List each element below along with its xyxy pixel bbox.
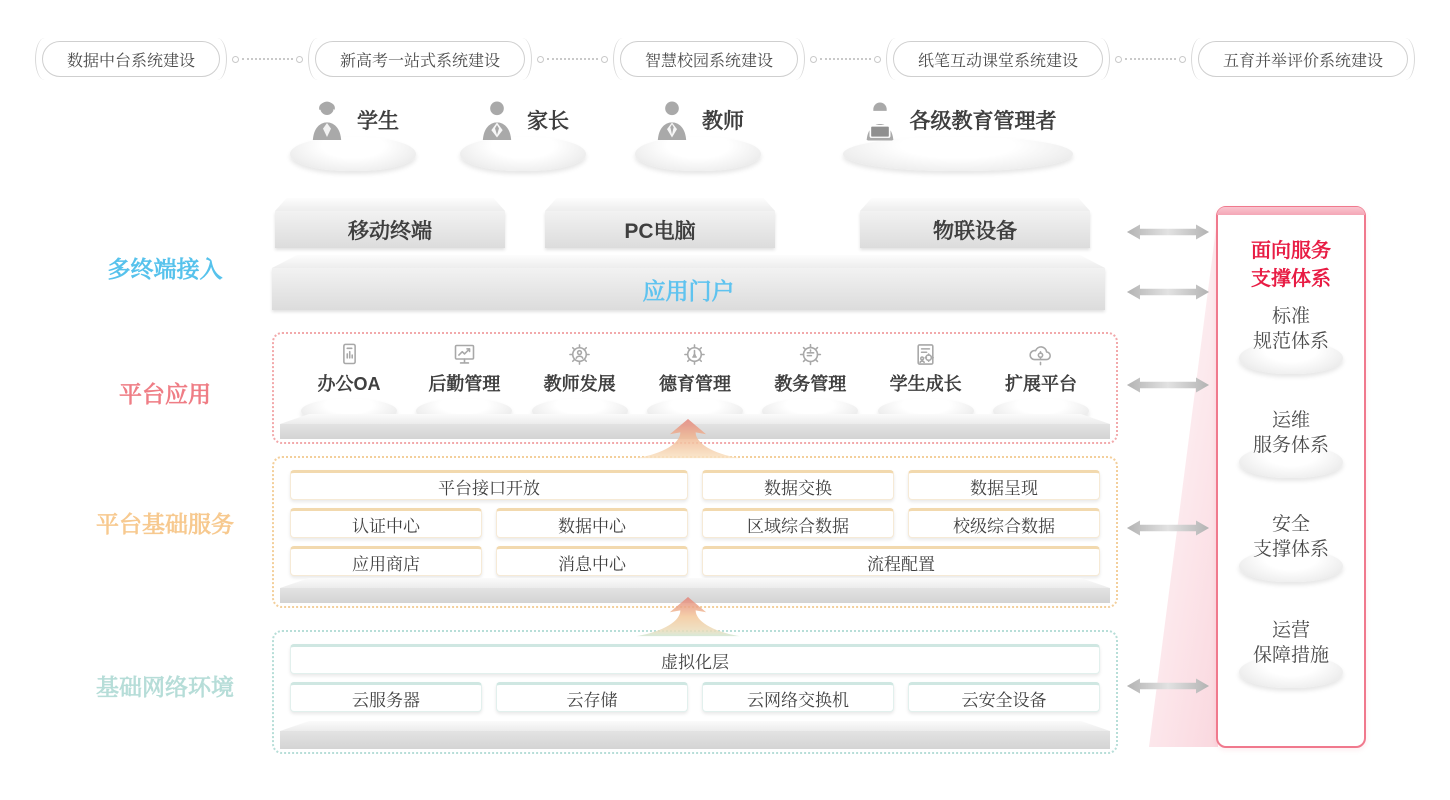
app-item-teacher-development [527, 341, 633, 423]
support-item-line2: 规范体系 [1252, 331, 1329, 353]
connector-dot-icon [810, 56, 817, 63]
user-label: 教师 [702, 110, 744, 133]
app-label: 德育管理 [658, 374, 731, 394]
base-slab-top [280, 721, 1110, 731]
support-item-line1: 运维 [1271, 410, 1310, 431]
app-item-student-growth [873, 341, 979, 423]
app-label: 教师发展 [543, 374, 616, 394]
support-item-security [1218, 512, 1364, 582]
user-group-parent [453, 96, 593, 171]
service-card: 数据呈现 [908, 470, 1100, 500]
project-pill-data-middle-platform [42, 41, 220, 77]
project-pill-paper-pen-classroom [893, 41, 1103, 77]
connector-dot-icon [1179, 56, 1186, 63]
app-item-office-oa [296, 341, 402, 423]
service-card: 应用商店 [290, 546, 482, 576]
support-item-label [1253, 512, 1329, 562]
support-item-line1: 标准 [1271, 306, 1310, 327]
service-card: 认证中心 [290, 508, 482, 538]
user-group-teacher [628, 96, 768, 171]
network-environment-section [272, 630, 1118, 754]
connector-dotted-line [547, 58, 598, 60]
service-card: 平台接口开放 [290, 470, 688, 500]
connector-dotted-line [242, 58, 293, 60]
section-base-slab [280, 721, 1110, 749]
pill-connector [220, 56, 315, 63]
teacher-icon [652, 98, 692, 142]
student-icon [307, 98, 347, 142]
app-item-logistics [411, 341, 517, 423]
support-item-label [1253, 408, 1329, 458]
support-item-line2: 保障措施 [1252, 645, 1329, 667]
base-slab-face [280, 731, 1110, 749]
document-gear-icon [912, 341, 939, 368]
terminal-label: 移动终端 [275, 211, 505, 248]
connector-dot-icon [296, 56, 303, 63]
app-label: 扩展平台 [1004, 374, 1077, 394]
layer-label-platform-services: 平台基础服务 [96, 511, 234, 537]
connector-dot-icon [874, 56, 881, 63]
administrator-icon [860, 98, 900, 142]
network-card: 云安全设备 [908, 682, 1100, 712]
upward-flow-arrow-icon [630, 596, 746, 640]
network-card: 虚拟化层 [290, 644, 1100, 674]
panel-title [1218, 237, 1364, 293]
app-label: 后勤管理 [428, 374, 501, 394]
project-pill-row [42, 40, 1408, 78]
platform-apps-row [296, 341, 1094, 423]
double-arrow-icon [1126, 676, 1210, 696]
support-item-line2: 服务体系 [1252, 435, 1329, 457]
service-card: 数据交换 [702, 470, 894, 500]
services-grid [290, 470, 1100, 576]
user-label: 各级教育管理者 [909, 110, 1057, 133]
network-grid [290, 644, 1100, 712]
layer-label-platform-apps: 平台应用 [119, 381, 211, 407]
project-pill-label: 新高考一站式系统建设 [340, 52, 501, 70]
connector-dot-icon [601, 56, 608, 63]
pill-connector [525, 56, 620, 63]
support-item-line2: 支撑体系 [1252, 539, 1329, 561]
cloud-gear-icon [1027, 341, 1054, 368]
double-arrow-icon [1126, 375, 1210, 395]
support-item-label [1253, 304, 1329, 354]
double-arrow-icon [1126, 518, 1210, 538]
terminal-slab-pc [545, 198, 775, 248]
connector-dot-icon [232, 56, 239, 63]
layer-label-multi-terminal-access: 多终端接入 [107, 256, 223, 282]
upward-flow-arrow-icon [630, 418, 746, 462]
panel-title-line2: 支撑体系 [1251, 268, 1331, 290]
service-support-panel [1216, 206, 1366, 748]
project-pill-five-educations [1198, 41, 1408, 77]
app-item-academic-affairs [757, 341, 863, 423]
service-card: 消息中心 [496, 546, 688, 576]
user-figure [652, 96, 744, 144]
monitor-chart-icon [451, 341, 478, 368]
connector-dotted-line [1125, 58, 1176, 60]
user-figure [860, 96, 1057, 144]
slab-top-face [860, 198, 1090, 211]
application-portal-slab [272, 255, 1105, 310]
service-card: 数据中心 [496, 508, 688, 538]
slab-top-face [275, 198, 505, 211]
project-pill-label: 五育并举评价系统建设 [1223, 52, 1384, 70]
application-portal-label: 应用门户 [272, 268, 1105, 310]
base-slab-top [280, 578, 1110, 588]
app-label: 办公OA [317, 374, 381, 394]
pill-connector [798, 56, 893, 63]
project-pill-label: 智慧校园系统建设 [645, 52, 774, 70]
support-item-operations-maintenance [1218, 408, 1364, 478]
support-item-line1: 运营 [1271, 620, 1310, 641]
project-pill-smart-campus [620, 41, 798, 77]
gear-person-icon [566, 341, 593, 368]
support-item-line1: 安全 [1271, 514, 1310, 535]
terminal-label: 物联设备 [860, 211, 1090, 248]
service-card: 校级综合数据 [908, 508, 1100, 538]
user-group-student [283, 96, 423, 171]
terminal-slab-iot [860, 198, 1090, 248]
user-group-administrator [838, 96, 1078, 171]
slab-top-face [272, 255, 1105, 268]
network-card: 云网络交换机 [702, 682, 894, 712]
app-label: 学生成长 [889, 374, 962, 394]
project-pill-label: 数据中台系统建设 [67, 52, 196, 70]
support-item-standards [1218, 304, 1364, 374]
gear-bulb-icon [681, 341, 708, 368]
connector-dotted-line [820, 58, 871, 60]
tablet-chart-icon [336, 341, 363, 368]
panel-top-accent [1217, 207, 1365, 215]
double-arrow-icon [1126, 222, 1210, 242]
parent-icon [477, 98, 517, 142]
app-item-extension-platform [988, 341, 1094, 423]
service-card: 区域综合数据 [702, 508, 894, 538]
double-arrow-icon [1126, 282, 1210, 302]
user-figure [477, 96, 569, 144]
network-card: 云存储 [496, 682, 688, 712]
support-item-label [1253, 618, 1329, 668]
user-label: 家长 [527, 110, 569, 133]
project-pill-gaokao [315, 41, 525, 77]
connector-dot-icon [537, 56, 544, 63]
service-card: 流程配置 [702, 546, 1100, 576]
gear-badge-icon [797, 341, 824, 368]
platform-services-section [272, 456, 1118, 608]
app-label: 教务管理 [774, 374, 847, 394]
terminal-label: PC电脑 [545, 211, 775, 248]
connector-dot-icon [1115, 56, 1122, 63]
project-pill-label: 纸笔互动课堂系统建设 [918, 52, 1079, 70]
user-label: 学生 [357, 110, 399, 133]
user-figure [307, 96, 399, 144]
pill-connector [1103, 56, 1198, 63]
layer-label-network-environment: 基础网络环境 [96, 674, 234, 700]
network-card: 云服务器 [290, 682, 482, 712]
terminal-slab-mobile [275, 198, 505, 248]
slab-top-face [545, 198, 775, 211]
panel-title-line1: 面向服务 [1251, 240, 1331, 262]
app-item-moral-education [642, 341, 748, 423]
support-item-operation-guarantee [1218, 618, 1364, 688]
